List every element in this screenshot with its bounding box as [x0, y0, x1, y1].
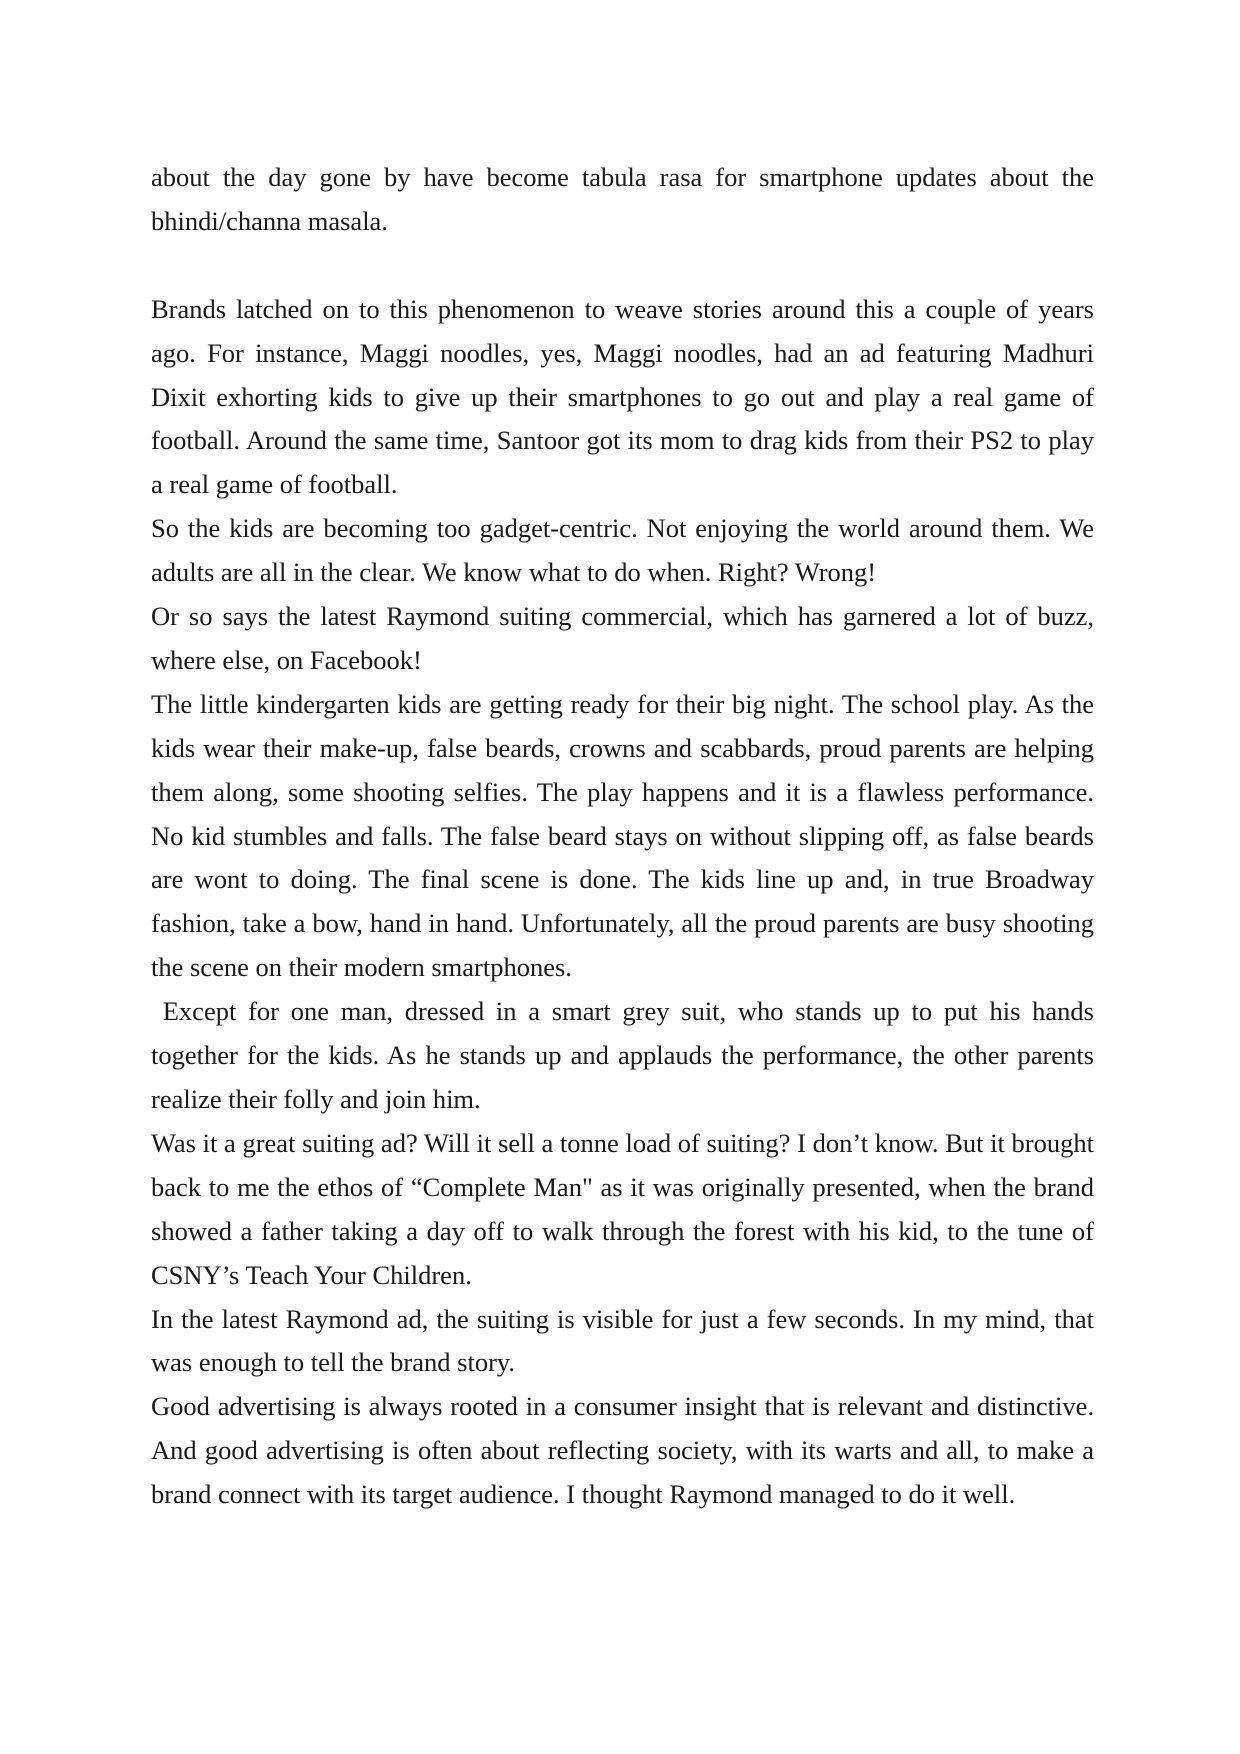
- paragraph-9: Good advertising is always rooted in a consumer insight that is relevant and distinctive. And good advertising is often about reflecting society, with its warts and all, to make a brand connect with its target audience. I thought Raymond managed to do it well.: [151, 1391, 1094, 1510]
- paragraph-2: Brands latched on to this phenomenon to weave stories around this a couple of years ago. For instance, Maggi noodles, yes, Maggi noodles, had an ad featuring Madhuri Dixit exhorting kids to give up their smartphones to go out and play a real game of football. Around the same time, Santoor got its mom to drag kids from their PS2 to play a real game of football.: [151, 293, 1094, 500]
- paragraph-6: Except for one man, dressed in a smart grey suit, who stands up to put his hands together for the kids. As he stands up and applauds the performance, the other parents realize their folly and join him.: [151, 996, 1101, 1115]
- paragraph-1: about the day gone by have become tabula rasa for smartphone updates about the bhindi/channa masala.: [151, 162, 1094, 236]
- paragraph-8: In the latest Raymond ad, the suiting is visible for just a few seconds. In my mind, that was enough to tell the brand story.: [151, 1303, 1094, 1378]
- document-body: [151, 156, 1101, 1517]
- paragraph-5: The little kindergarten kids are getting ready for their big night. The school play. As the kids wear their make-up, false beards, crowns and scabbards, proud parents are helping them along, some shooting selfies. The play happens and it is a flawless performance. No kid stumbles and falls. The false beard stays on without slipping off, as false beards are wont to doing. The final scene is done. The kids line up and, in true Broadway fashion, take a bow, hand in hand. Unfortunately, all the proud parents are busy shooting the scene on their modern smartphones.: [151, 688, 1094, 983]
- paragraph-7: Was it a great suiting ad? Will it sell a tonne load of suiting? I don’t know. But it brought back to me the ethos of “Complete Man" as it was originally presented, when the brand showed a father taking a day off to walk through the forest with his kid, to the tune of CSNY’s Teach Your Children.: [151, 1127, 1094, 1290]
- paragraph-4: Or so says the latest Raymond suiting commercial, which has garnered a lot of buzz, where else, on Facebook!: [151, 601, 1094, 675]
- paragraph-3: So the kids are becoming too gadget-centric. Not enjoying the world around them. We adults are all in the clear. We know what to do when. Right? Wrong!: [151, 513, 1094, 588]
